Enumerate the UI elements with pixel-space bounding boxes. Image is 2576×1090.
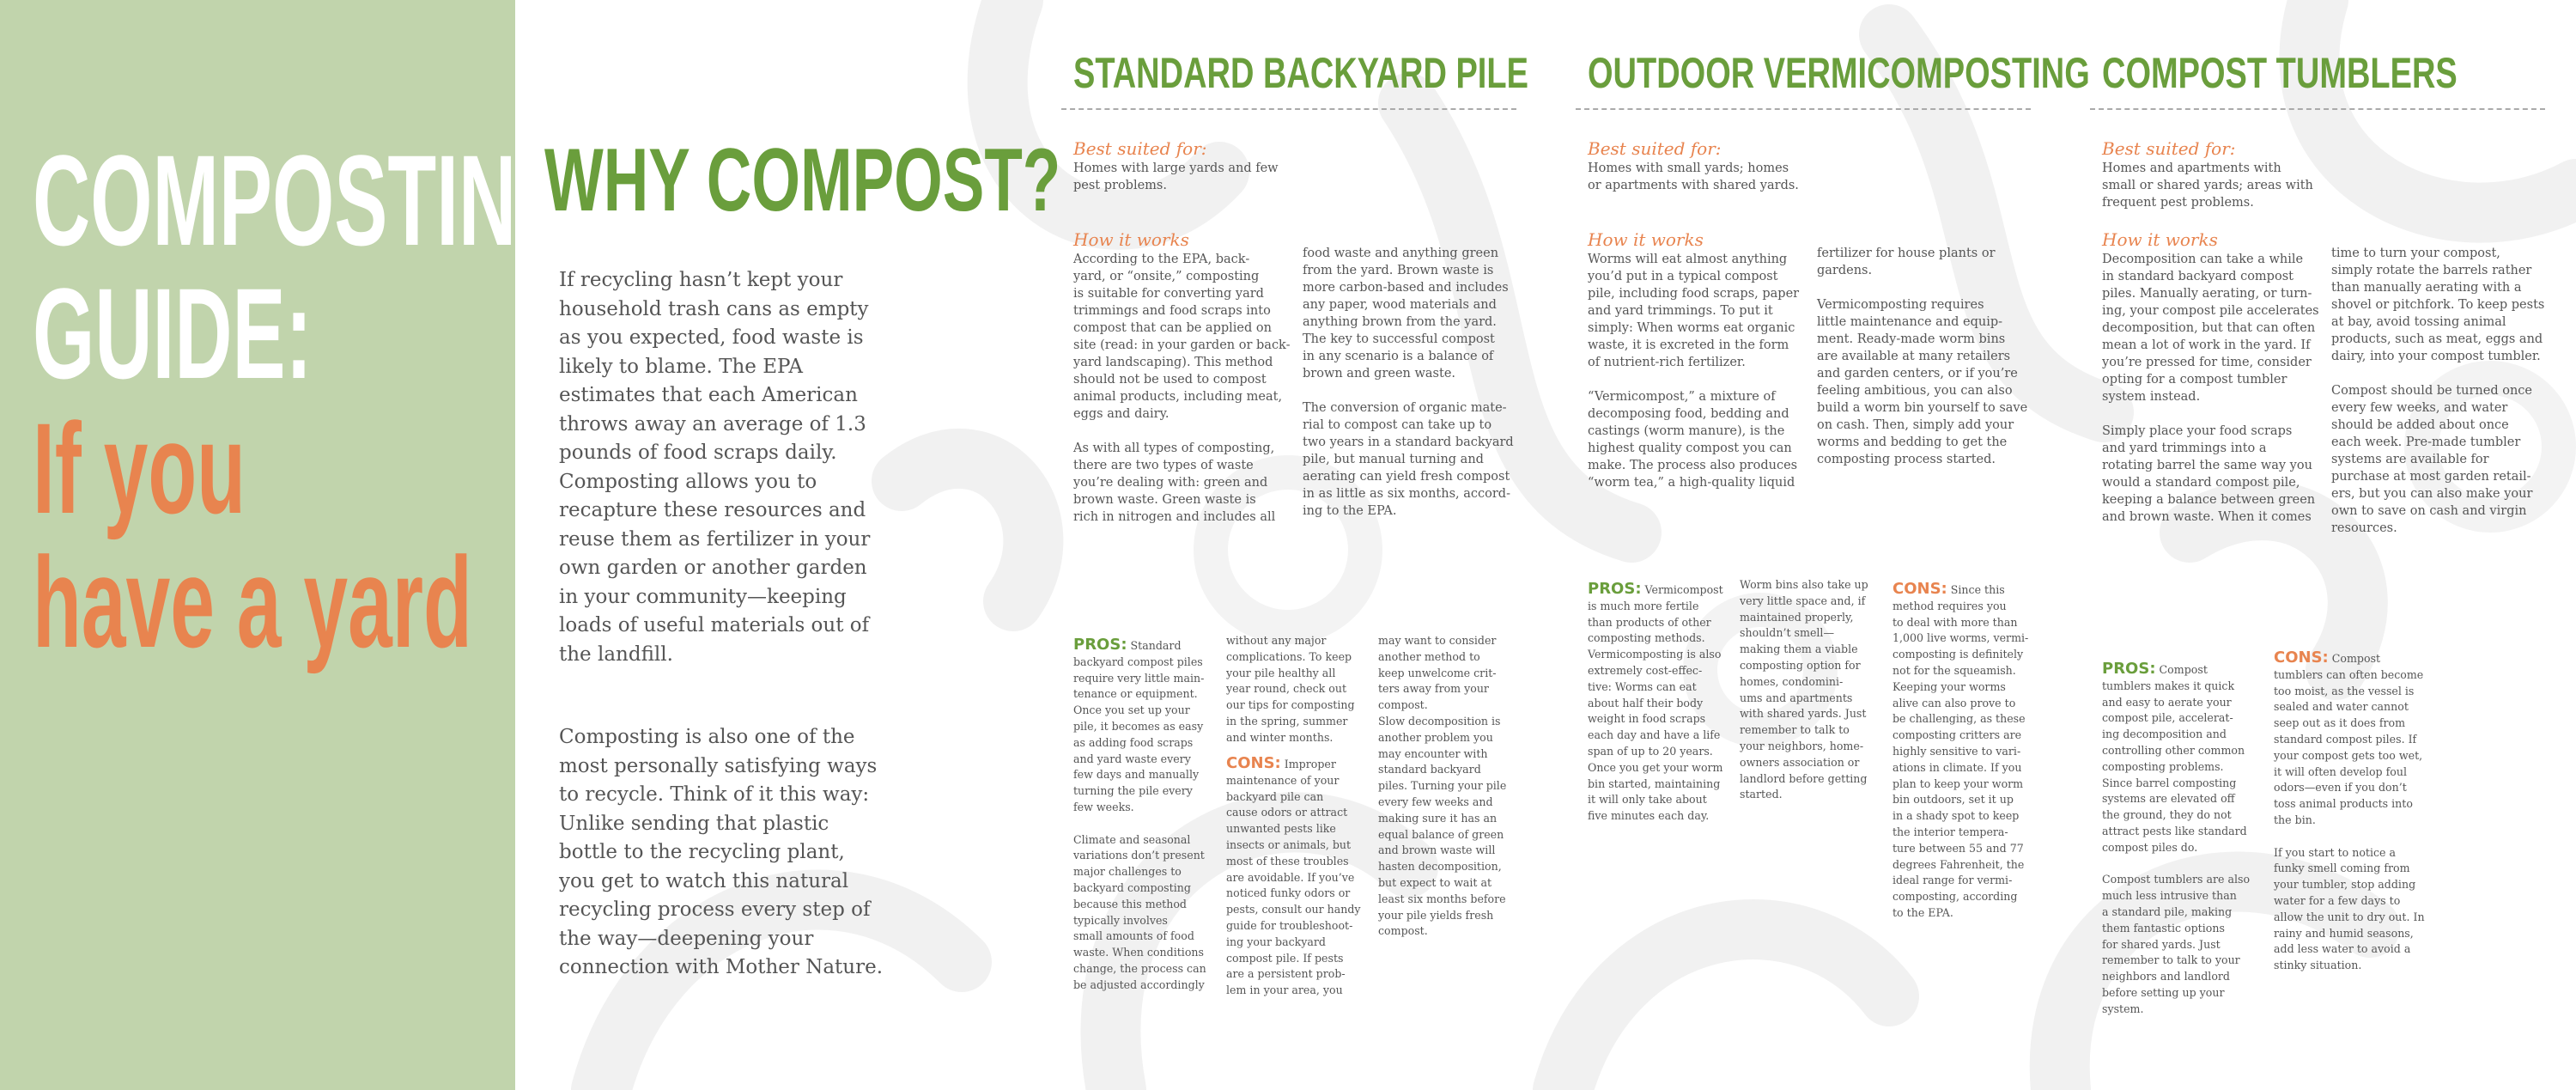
- vermi-heading: OUTDOOR VERMICOMPOSTING: [1588, 49, 2090, 97]
- backyard-how-text-col1: According to the EPA, back- yard, or “onsite,” composting is suitable for converting yard trimmings and food scraps into compost that can be applied on site (read: in your garden or back- yard landscaping). This method should not be used to compost animal products, including meat, eggs and dairy. As with all types of composting, there are two types of waste you’re dealing with: green and brown waste. Green waste is rich in nitrogen and includes all: [1073, 253, 1291, 524]
- backyard-cons-label: CONS:: [1226, 754, 1281, 772]
- vermi-how-text-col1: Worms will eat almost anything you’d put in a typical compost pile, including food scraps, paper and yard trimmings. To put it simply: When worms eat organic waste, it is excreted in the form of nutrient-rich fertilizer. “Vermicompost,” a mixture of decomposing food, bedding and castings (worm manure), is the highest quality compost you can make. The process also produces “worm tea,” a high-quality liquid: [1588, 253, 1800, 490]
- tumbler-heading: COMPOST TUMBLERS: [2102, 49, 2458, 97]
- backyard-best-text: Homes with large yards and few pest problems.: [1073, 161, 1279, 192]
- tumbler-divider: [2090, 108, 2545, 110]
- cover-title-line-2: GUIDE:: [33, 261, 313, 405]
- backyard-how-label: How it works: [1073, 229, 1189, 250]
- backyard-cons-block: [1226, 756, 1372, 999]
- tumbler-best-text: Homes and apartments with small or shared yards; areas with frequent pest problems.: [2102, 161, 2313, 210]
- tumbler-pros-block: [2102, 661, 2274, 1018]
- tumbler-cons-text: Compost tumblers can often become too moist, as the vessel is sealed and water cannot seep out as it does from standard compost piles. If your compost gets too wet, it will often develop foul odors—even if you don’t toss animal products into the bin. If you start to notice a funky smell coming from your tumbler, stop adding water for a few days to allow the unit to dry out. In rainy and humid seasons, add less water to avoid a stinky situation.: [2274, 652, 2425, 972]
- tumbler-cons-block: [2274, 650, 2437, 974]
- backyard-pros-block: [1073, 637, 1219, 994]
- tumbler-how-text-col1: Decomposition can take a while in standard backyard compost piles. Manually aerating, or turn- ing, your compost pile accelerates decomposition, but that can often mean a lot of work in the yard. If you’re pressed for time, consider opting for a compost tumbler system instead. Simply place your food scraps and yard trimmings into a rotating barrel the same way you would a standard compost pile, keeping a balance between green and brown waste. When it comes: [2102, 253, 2319, 524]
- tumbler-best-label: Best suited for:: [2102, 138, 2236, 159]
- backyard-divider: [1061, 108, 1516, 110]
- vermi-best-label: Best suited for:: [1588, 138, 1722, 159]
- cover-panel: [0, 0, 579, 1090]
- backyard-how-text-col2: food waste and anything green from the yard. Brown waste is more carbon-based and includes any paper, wood materials and anything brown from the yard. The key to successful compost in any scenario is a balance of brown and green waste. The conversion of organic mate- rial to compost can take up to two years in a standard backyard pile, but manual turning and aerating can yield fresh compost in as little as six months, accord- ing to the EPA.: [1303, 247, 1514, 518]
- backyard-best-label: Best suited for:: [1073, 138, 1207, 159]
- cover-subtitle-line-1: If you: [33, 396, 246, 540]
- vermi-how-text-col2: fertilizer for house plants or gardens. Vermicomposting requires little maintenance and equip- ment. Ready-made worm bins are available at many retailers and garden centers, or if you’re feeling ambitious, you can also build a worm bin yourself to save on cash. Then, simply add your worms and bedding to get the composting process started.: [1817, 247, 2028, 466]
- why-compost-heading: WHY COMPOST?: [544, 131, 1061, 230]
- backyard-pros-text-cont: without any major complications. To keep your pile healthy all year round, check out our tips for composting in the spring, summer and winter months.: [1226, 634, 1355, 744]
- backyard-cons-text: Improper maintenance of your backyard pile can cause odors or attract unwanted pests like insects or animals, but most of these troubles are avoidable. If you’ve noticed funky odors or pests, consult our handy guide for troubleshoot- ing your backyard compost pile. If pests are a persistent prob- lem in your area, you: [1226, 758, 1361, 997]
- why-compost-paragraph-1: If recycling hasn’t kept your household trash cans as empty as you expected, food waste is likely to blame. The EPA estimates that each American throws away an average of 1.3 pounds of food scraps daily. Composting allows you to recapture these resources and reuse them as fertilizer in your own garden or another garden in your community—keeping loads of useful materials out of the landfill.: [559, 269, 871, 666]
- vermi-pros-text: Vermicompost is much more fertile than products of other composting methods. Vermicomposting is also extremely cost-effec- tive: Worms can eat about half their body weight in food scraps each day and have a life span of up to 20 years. Once you get your worm bin started, maintaining it will only take about five minutes each day.: [1588, 583, 1723, 823]
- vermi-pros-text-cont: Worm bins also take up very little space and, if maintained properly, shouldn’t smell— making them a viable composting option for homes, condomini- ums and apartments with shared yards. Just remember to talk to your neighbors, home- owners association or landlord before getting started.: [1740, 578, 1868, 801]
- vermi-cons-label: CONS:: [1893, 580, 1947, 598]
- tumbler-how-text-col2: time to turn your compost, simply rotate the barrels rather than manually aerating with a shovel or pitchfork. To keep pests at bay, avoid tossing animal products, such as meat, eggs and dairy, into your compost tumbler. Compost should be turned once every few weeks, and water should be added about once each week. Pre-made tumbler systems are available for purchase at most garden retail- ers, but you can also make your own to save on cash and virgin resources.: [2331, 247, 2545, 535]
- vermi-best-text: Homes with small yards; homes or apartments with shared yards.: [1588, 161, 1799, 192]
- why-compost-paragraph-2: Composting is also one of the most personally satisfying ways to recycle. Think of it this way: Unlike sending that plastic bottle to the recycling plant, you get to watch this natural recycling process every step of the way—deepening your connection with Mother Nature.: [559, 726, 884, 978]
- tumbler-how-label: How it works: [2102, 229, 2218, 250]
- vermi-pros-label: PROS:: [1588, 580, 1642, 598]
- tumbler-cons-label: CONS:: [2274, 649, 2329, 667]
- backyard-cons-text-cont: may want to consider another method to keep unwelcome crit- ters away from your compost. Slow decomposition is another problem you may encounter with standard backyard piles. Turning your pile every few weeks and making sure it has an equal balance of green and brown waste will hasten decomposition, but expect to wait at least six months before your pile yields fresh compost.: [1378, 634, 1507, 938]
- vermi-cons-block: [1893, 582, 2043, 922]
- vermi-how-label: How it works: [1588, 229, 1704, 250]
- backyard-pros-label: PROS:: [1073, 636, 1127, 654]
- tumbler-pros-text: Compost tumblers makes it quick and easy to aerate your compost pile, accelerat- ing decomposition and controlling other common composting problems. Since barrel composting systems are elevated off the ground, they do not attract pests like standard compost piles do. Compost tumblers are also much less intrusive than a standard pile, making them fantastic options for shared yards. Just remember to talk to your neighbors and landlord before setting up your system.: [2102, 663, 2251, 1015]
- vermi-pros-block: [1588, 582, 1734, 825]
- cover-title-line-1: COMPOSTING: [33, 128, 579, 272]
- cover-subtitle-line-2: have a yard: [33, 530, 472, 674]
- tumbler-pros-label: PROS:: [2102, 660, 2156, 678]
- backyard-heading: STANDARD BACKYARD PILE: [1073, 49, 1528, 97]
- vermi-divider: [1576, 108, 2031, 110]
- vermi-cons-text: Since this method requires you to deal with more than 1,000 live worms, vermi- composting is definitely not for the squeamish. Keeping your worms alive can also prove to be challenging, as these composting critters are highly sensitive to vari- ations in climate. If you plan to keep your worm bin outdoors, set it up in a shady spot to keep the interior tempera- ture between 55 and 77 degrees Fahrenheit, the ideal range for vermi- composting, according to the EPA.: [1893, 583, 2029, 919]
- backyard-pros-text: Standard backyard compost piles require very little main- tenance or equipment. Once you set up your pile, it becomes as easy as adding food scraps and yard waste every few days and manually turning the pile every few weeks. Climate and seasonal variations don’t present major challenges to backyard composting because this method typically involves small amounts of food waste. When conditions change, the process can be adjusted accordingly: [1073, 639, 1206, 991]
